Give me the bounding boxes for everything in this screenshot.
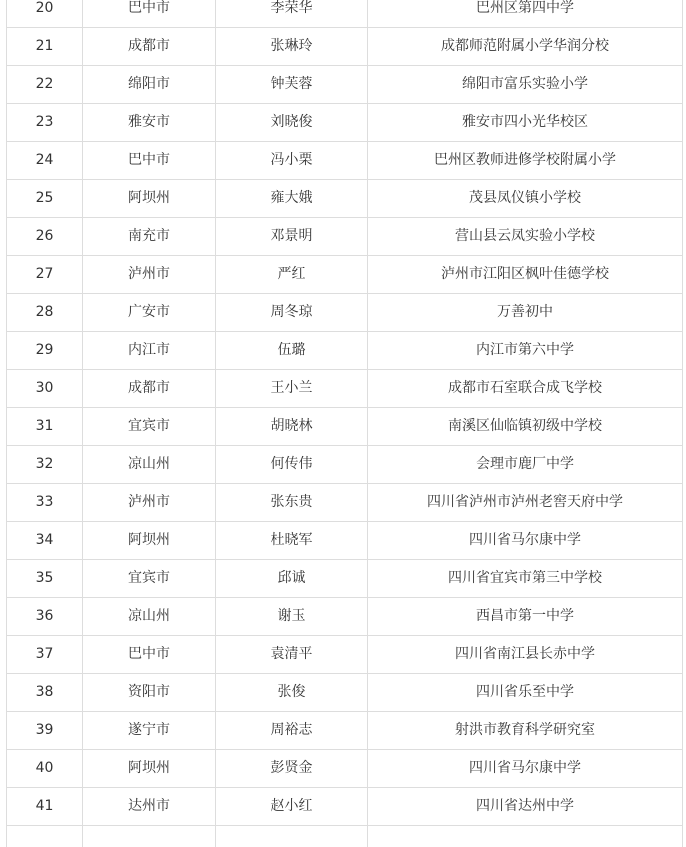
table-row [7,294,683,332]
school-cell: 成都市石室联合成飞学校 [368,370,683,408]
row-number-cell: 34 [7,522,83,560]
school-cell: 成都师范附属小学华润分校 [368,28,683,66]
row-number-cell: 23 [7,104,83,142]
table-row [7,0,683,28]
city-cell: 巴中市 [83,636,216,674]
row-number-cell: 39 [7,712,83,750]
row-number-cell: 36 [7,598,83,636]
city-cell: 广安市 [83,294,216,332]
school-cell: 泸州市江阳区枫叶佳德学校 [368,256,683,294]
name-cell: 彭贤金 [216,750,368,788]
table-row [7,256,683,294]
name-cell: 周裕志 [216,712,368,750]
school-cell: 南溪区仙临镇初级中学校 [368,408,683,446]
name-cell: 严红 [216,256,368,294]
row-number-cell: 22 [7,66,83,104]
city-cell: 阿坝州 [83,522,216,560]
city-cell: 成都市 [83,28,216,66]
row-number-cell: 41 [7,788,83,826]
city-cell: 凉山州 [83,446,216,484]
school-cell: 雅安市四小光华校区 [368,104,683,142]
name-cell: 何传伟 [216,446,368,484]
row-number-cell: 31 [7,408,83,446]
table-row [7,788,683,826]
city-cell: 绵阳市 [83,66,216,104]
city-cell: 宜宾市 [83,560,216,598]
city-cell: 巴中市 [83,0,216,28]
school-cell: 巴州区教师进修学校附属小学 [368,142,683,180]
school-cell: 四川省南江县长赤中学 [368,636,683,674]
row-number-cell: 32 [7,446,83,484]
school-cell: 四川省马尔康中学 [368,522,683,560]
table-row [7,750,683,788]
teacher-list-table [6,0,683,847]
row-number-cell: 30 [7,370,83,408]
name-cell: 张琳玲 [216,28,368,66]
name-cell: 伍璐 [216,332,368,370]
school-cell [368,826,683,847]
school-cell: 四川省乐至中学 [368,674,683,712]
table-row [7,674,683,712]
city-cell: 阿坝州 [83,180,216,218]
city-cell: 巴中市 [83,142,216,180]
table-row [7,104,683,142]
row-number-cell [7,826,83,847]
row-number-cell: 21 [7,28,83,66]
row-number-cell: 24 [7,142,83,180]
school-cell: 四川省达州中学 [368,788,683,826]
table-row [7,598,683,636]
school-cell: 射洪市教育科学研究室 [368,712,683,750]
name-cell: 赵小红 [216,788,368,826]
school-cell: 四川省马尔康中学 [368,750,683,788]
table-body [7,0,683,847]
table-row [7,826,683,847]
name-cell: 袁清平 [216,636,368,674]
table-row [7,180,683,218]
name-cell: 钟芙蓉 [216,66,368,104]
name-cell: 李荣华 [216,0,368,28]
table-row [7,218,683,256]
school-cell: 会理市鹿厂中学 [368,446,683,484]
school-cell: 绵阳市富乐实验小学 [368,66,683,104]
school-cell: 西昌市第一中学 [368,598,683,636]
name-cell: 杜晓军 [216,522,368,560]
table-row [7,66,683,104]
table-row [7,636,683,674]
row-number-cell: 33 [7,484,83,522]
name-cell: 张俊 [216,674,368,712]
name-cell [216,826,368,847]
table-row [7,142,683,180]
school-cell: 四川省宜宾市第三中学校 [368,560,683,598]
city-cell: 遂宁市 [83,712,216,750]
name-cell: 张东贵 [216,484,368,522]
city-cell: 内江市 [83,332,216,370]
table-row [7,712,683,750]
row-number-cell: 27 [7,256,83,294]
city-cell: 达州市 [83,788,216,826]
row-number-cell: 26 [7,218,83,256]
name-cell: 雍大娥 [216,180,368,218]
name-cell: 周冬琼 [216,294,368,332]
city-cell: 泸州市 [83,484,216,522]
row-number-cell: 38 [7,674,83,712]
row-number-cell: 29 [7,332,83,370]
school-cell: 营山县云凤实验小学校 [368,218,683,256]
city-cell: 阿坝州 [83,750,216,788]
school-cell: 万善初中 [368,294,683,332]
city-cell: 宜宾市 [83,408,216,446]
school-cell: 茂县凤仪镇小学校 [368,180,683,218]
name-cell: 胡晓林 [216,408,368,446]
table-row [7,446,683,484]
table-row [7,560,683,598]
name-cell: 刘晓俊 [216,104,368,142]
row-number-cell: 35 [7,560,83,598]
name-cell: 谢玉 [216,598,368,636]
row-number-cell: 20 [7,0,83,28]
city-cell: 雅安市 [83,104,216,142]
city-cell: 成都市 [83,370,216,408]
city-cell: 南充市 [83,218,216,256]
table-row [7,408,683,446]
table-row [7,332,683,370]
name-cell: 邱诚 [216,560,368,598]
row-number-cell: 37 [7,636,83,674]
table-row [7,484,683,522]
name-cell: 王小兰 [216,370,368,408]
school-cell: 四川省泸州市泸州老窖天府中学 [368,484,683,522]
row-number-cell: 28 [7,294,83,332]
city-cell: 泸州市 [83,256,216,294]
row-number-cell: 40 [7,750,83,788]
city-cell: 凉山州 [83,598,216,636]
name-cell: 邓景明 [216,218,368,256]
name-cell: 冯小栗 [216,142,368,180]
table-row [7,522,683,560]
school-cell: 内江市第六中学 [368,332,683,370]
school-cell: 巴州区第四中学 [368,0,683,28]
table-row [7,370,683,408]
city-cell: 资阳市 [83,674,216,712]
table-row [7,28,683,66]
city-cell [83,826,216,847]
row-number-cell: 25 [7,180,83,218]
